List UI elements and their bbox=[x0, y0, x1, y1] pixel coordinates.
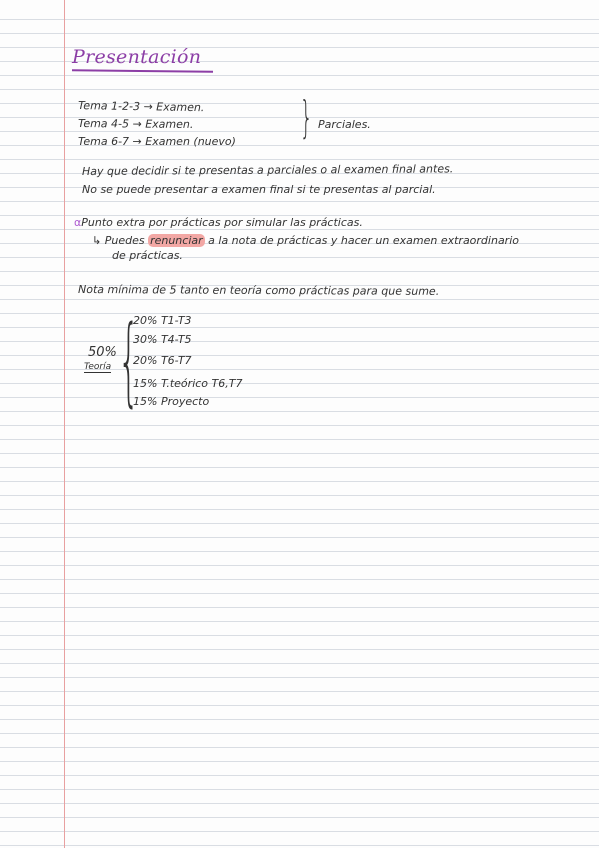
min-note: Nota mínima de 5 tanto en teoría como prácticas para que sume. bbox=[77, 283, 440, 298]
grading-brace: { bbox=[118, 305, 140, 417]
grading-item-1: 20% T1-T3 bbox=[133, 314, 192, 327]
grading-item-3: 20% T6-T7 bbox=[133, 354, 192, 367]
grading-item-4: 15% T.teórico T6,T7 bbox=[133, 377, 243, 390]
note-line-2: No se puede presentar a examen final si te presentas al parcial. bbox=[82, 183, 436, 196]
parciales-label: Parciales. bbox=[318, 118, 371, 131]
page-title: Presentación bbox=[72, 46, 202, 68]
extra-pre: Puedes bbox=[104, 234, 145, 247]
grading-item-5: 15% Proyecto bbox=[133, 395, 210, 408]
grading-label bbox=[84, 362, 111, 372]
arrow-icon: ↳ bbox=[92, 234, 102, 247]
alpha-marker: α bbox=[74, 216, 82, 229]
extra-line-1 bbox=[74, 216, 363, 229]
title-underline bbox=[72, 69, 213, 72]
exam-line-2: Tema 4-5 → Examen. bbox=[77, 117, 194, 132]
grading-label-text: Teoría bbox=[84, 362, 112, 372]
extra-line-3: de prácticas. bbox=[112, 249, 183, 262]
extra-line-2 bbox=[92, 234, 519, 247]
margin-line bbox=[64, 0, 65, 848]
grading-percent: 50% bbox=[88, 345, 117, 360]
exam-line-3: Tema 6-7 → Examen (nuevo) bbox=[78, 135, 236, 148]
extra-post: a la nota de prácticas y hacer un examen extraordinario bbox=[208, 234, 519, 247]
extra-text-1: Punto extra por prácticas por simular las prácticas. bbox=[81, 216, 363, 229]
exam-line-1: Tema 1-2-3 → Examen. bbox=[77, 99, 205, 115]
exams-brace: } bbox=[300, 92, 313, 143]
grading-item-2: 30% T4-T5 bbox=[133, 333, 192, 346]
highlighted-word: renunciar bbox=[150, 234, 203, 247]
note-line-1: Hay que decidir si te presentas a parciales o al examen final antes. bbox=[81, 162, 454, 178]
